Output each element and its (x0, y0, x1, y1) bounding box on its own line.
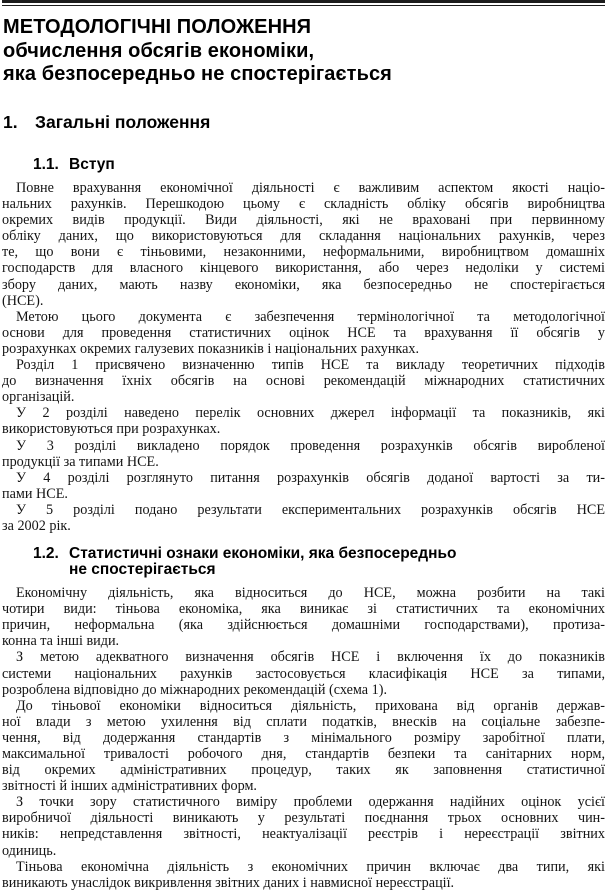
heading-number: 1.1. (33, 156, 59, 173)
text-line: одиниць. (2, 842, 57, 859)
text-line: ників: непредставлення звітності, неактуалізації реєстрів і нереєстрації звітних (2, 826, 605, 843)
paragraph (2, 438, 605, 470)
subsection-heading (33, 546, 605, 578)
paragraph (2, 357, 605, 405)
text-line: збору даних, мають назву економіки, яка безпосередньо не спостерігається (2, 276, 605, 293)
heading-line: Статистичні ознаки економіки, яка безпосередньо (69, 545, 457, 563)
text-line: До тіньової економіки відноситься діяльність, прихована від органів держав- (16, 697, 605, 714)
paragraph (2, 649, 605, 697)
text-line: нальних рахунків. Перешкодою цьому є складність обліку обсягів виробництва (2, 196, 605, 213)
page-top-rule (2, 0, 605, 6)
paragraph (2, 859, 605, 891)
heading-number: 1.2. (33, 545, 59, 563)
text-line: У 3 розділі викладено порядок проведення розрахунків обсягів виробленої (16, 437, 605, 454)
text-line: пами НСЕ. (2, 485, 68, 502)
text-line: (НСЕ). (2, 292, 44, 309)
heading-line: Вступ (69, 156, 115, 173)
document-title-line-1: МЕТОДОЛОГІЧНІ ПОЛОЖЕННЯ (3, 16, 312, 38)
text-line: У 5 розділі подано результати експериментальних розрахунків обсягів НСЕ (16, 501, 605, 518)
text-line: основи для проведення статистичних оцінок НСЕ та врахування її обсягів у (2, 324, 605, 341)
document-body (2, 111, 605, 891)
heading-text (69, 157, 605, 173)
heading-text (69, 546, 605, 578)
heading-line: не спостерігається (69, 561, 216, 579)
heading-number: 1. (3, 111, 18, 132)
text-line: розрахунках окремих галузевих показників і національних рахунках. (2, 340, 420, 357)
text-line: У 2 розділі наведено перелік основних джерел інформації та показників, які (16, 405, 605, 422)
text-line: конна та інші види. (2, 633, 120, 650)
document-title (3, 16, 605, 87)
text-line: до визначення їхніх обсягів на основі рекомендацій міжнародних статистичних (2, 373, 605, 390)
text-line: ної влади з метою ухилення від сплати податків, внесків на соціальне забезпе- (2, 713, 605, 730)
text-line: розроблена відповідно до міжнародних рекомендацій (схема 1). (2, 681, 387, 698)
text-line: З точки зору статистичного виміру проблеми одержання надійних оцінок усієї (16, 794, 605, 811)
text-line: продукції за типами НСЕ. (2, 453, 159, 470)
paragraph (2, 698, 605, 795)
paragraph (2, 585, 605, 649)
text-line: виникають унаслідок викривлення звітних даних і навмисної нереєстрації. (2, 874, 455, 891)
text-line: те, що вони є тіньовими, незаконними, неформальними, виробництвом домашніх (2, 244, 605, 261)
text-line: обліку даних, що використовуються для складання національних рахунків, через (2, 228, 605, 245)
text-line: Повне врахування економічної діяльності є важливим аспектом якості націо- (16, 180, 605, 196)
text-line: Метою цього документа є забезпечення термінологічної та методологічної (16, 308, 605, 325)
text-line: системи національних рахунків застосовується класифікація НСЕ за типами, (2, 665, 605, 682)
text-line: господарств для власного кінцевого використання, або через недоліки у системі (2, 260, 605, 277)
text-line: від окремих адміністративних процедур, таких як заповнення статистичної (2, 762, 605, 779)
text-line: максимальної тривалості робочого дня, стандартів безпеки та санітарних норм, (2, 746, 605, 762)
text-line: організацій. (2, 389, 75, 406)
paragraph (2, 794, 605, 858)
heading-text (35, 111, 211, 132)
text-line: причин, неформальна (яка здійснюється домашніми господарствами), протиза- (2, 617, 605, 634)
text-line: використовуються при розрахунках. (2, 421, 221, 438)
subsection-heading (33, 157, 605, 173)
text-line: окремих видів продукції. Види діяльності, які не враховані при первинному (2, 212, 605, 229)
paragraph (2, 309, 605, 357)
paragraph (2, 405, 605, 437)
section-heading (3, 111, 605, 132)
document-title-line-2: обчислення обсягів економіки, (3, 39, 315, 62)
text-line: З метою адекватного визначення обсягів НСЕ і включення їх до показників (16, 649, 605, 666)
text-line: звітності й інших адміністративних форм. (2, 778, 257, 795)
heading-line: Загальні положення (35, 111, 211, 132)
document-title-line-3: яка безпосередньо не спостерігається (3, 63, 392, 85)
text-line: чотири види: тіньова економіка, яка виникає зі статистичних та економічних (2, 601, 605, 618)
text-line: У 4 розділі розглянуто питання розрахунків обсягів доданої вартості за ти- (16, 469, 605, 486)
paragraph (2, 180, 605, 309)
text-line: чення, від додержання стандартів з мінімального розміру заробітної плати, (2, 729, 605, 746)
text-line: Економічну діяльність, яка відноситься до НСЕ, можна розбити на такі (16, 585, 605, 602)
paragraph (2, 470, 605, 502)
text-line: за 2002 рік. (2, 517, 71, 534)
text-line: Тіньова економічна діяльність з економічних причин включає два типи, які (16, 858, 605, 875)
text-line: Розділ 1 присвячено визначенню типів НСЕ та викладу теоретичних підходів (16, 357, 605, 374)
paragraph (2, 502, 605, 534)
text-line: виробничої діяльності виникають у результаті поєднання трьох основних чин- (2, 810, 605, 827)
